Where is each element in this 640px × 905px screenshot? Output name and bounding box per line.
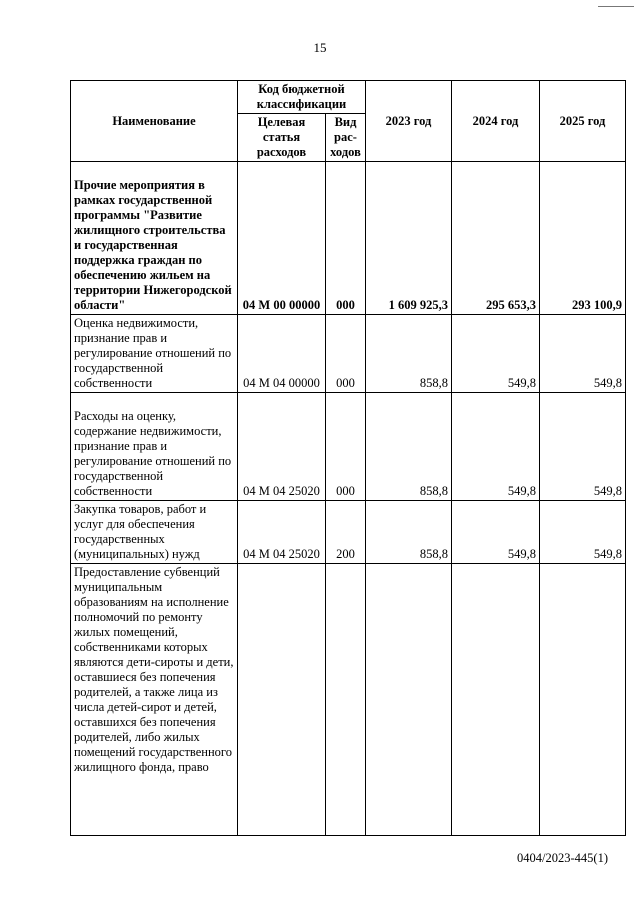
row-2025: 549,8 — [540, 393, 626, 501]
row-2025: 293 100,9 — [540, 162, 626, 315]
header-expense-kind: Вид рас-ходов — [326, 114, 366, 162]
table-row — [71, 393, 626, 501]
row-name: Предоставление субвенций муниципальным образованиям на исполнение полномочий по ремонту жилых помещений, собственниками которых являются дети-сироты и дети, оставшиеся без попечения родителей, а также лица из числа детей-сирот и детей, оставшихся без попечения родителей, либо жилых помещений государственного жилищного фонда, право — [71, 564, 238, 836]
row-code: 04 М 04 25020 — [238, 501, 326, 564]
row-name: Закупка товаров, работ и услуг для обеспечения государственных (муниципальных) нужд — [71, 501, 238, 564]
row-code — [238, 564, 326, 836]
row-name: Оценка недвижимости, признание прав и регулирование отношений по государственной собственности — [71, 315, 238, 393]
row-2023: 858,8 — [366, 501, 452, 564]
row-2024 — [452, 564, 540, 836]
row-2023: 1 609 925,3 — [366, 162, 452, 315]
scan-corner-mark — [598, 0, 634, 7]
header-code-group: Код бюджетной классификации — [238, 81, 366, 114]
budget-table — [70, 80, 626, 836]
page-number: 15 — [313, 40, 327, 55]
row-2025 — [540, 564, 626, 836]
table-row — [71, 501, 626, 564]
row-2023: 858,8 — [366, 393, 452, 501]
row-name: Прочие мероприятия в рамках государственной программы "Развитие жилищного строительства и государственная поддержка граждан по обеспечению жильем на территории Нижегородской области" — [71, 162, 238, 315]
row-2024: 295 653,3 — [452, 162, 540, 315]
header-2024: 2024 год — [452, 81, 540, 162]
header-2023: 2023 год — [366, 81, 452, 162]
row-2023 — [366, 564, 452, 836]
table-row — [71, 162, 626, 315]
table-row — [71, 564, 626, 836]
row-2024: 549,8 — [452, 393, 540, 501]
row-2023: 858,8 — [366, 315, 452, 393]
row-code: 04 М 04 25020 — [238, 393, 326, 501]
row-code: 04 М 00 00000 — [238, 162, 326, 315]
row-kind: 000 — [326, 162, 366, 315]
row-2024: 549,8 — [452, 501, 540, 564]
row-kind: 000 — [326, 393, 366, 501]
header-target-article: Целевая статья расходов — [238, 114, 326, 162]
row-kind: 200 — [326, 501, 366, 564]
row-code: 04 М 04 00000 — [238, 315, 326, 393]
row-2025: 549,8 — [540, 501, 626, 564]
document-code: 0404/2023-445(1) — [517, 851, 608, 865]
table-row — [71, 315, 626, 393]
row-name: Расходы на оценку, содержание недвижимости, признание прав и регулирование отношений по государственной собственности — [71, 393, 238, 501]
row-2024: 549,8 — [452, 315, 540, 393]
row-2025: 549,8 — [540, 315, 626, 393]
header-2025: 2025 год — [540, 81, 626, 162]
header-name: Наименование — [71, 81, 238, 162]
row-kind — [326, 564, 366, 836]
row-kind: 000 — [326, 315, 366, 393]
